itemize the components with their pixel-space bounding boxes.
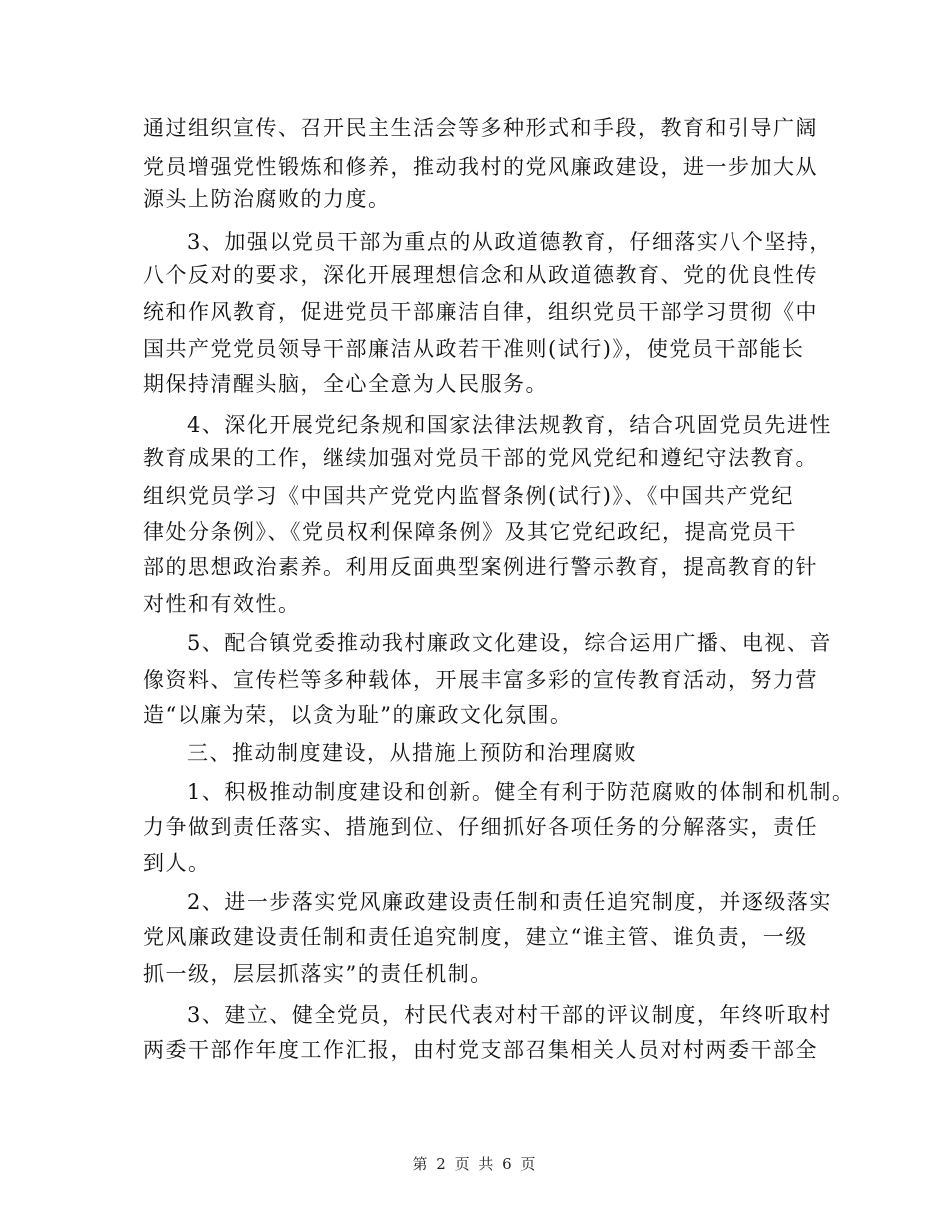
body-text-line: 5、配合镇党委推动我村廉政文化建设，综合运用广播、电视、音 [187,631,832,655]
body-text-line: 力争做到责任落实、措施到位、仔细抓好各项任务的分解落实，责任 [143,815,818,839]
body-text-line: 源头上防治腐败的力度。 [143,187,391,211]
body-text-line: 八个反对的要求，深化开展理想信念和从政道德教育、党的优良性传 [143,263,818,287]
body-text-line: 律处分条例》、《党员权利保障条例》及其它党纪政纪，提高党员干 [143,520,797,544]
body-text-line: 抓一级，层层抓落实”的责任机制。 [143,962,493,986]
body-text-line: 4、深化开展党纪条规和国家法律法规教育，结合巩固党员先进性 [187,413,832,437]
body-text-line: 统和作风教育，促进党员干部廉洁自律，组织党员干部学习贯彻《中 [143,300,818,324]
body-text-line: 造“以廉为荣，以贪为耻”的廉政文化氛围。 [143,703,573,727]
body-text-line: 部的思想政治素养。利用反面典型案例进行警示教育，提高教育的针 [143,555,818,579]
body-text-line: 党风廉政建设责任制和责任追究制度，建立“谁主管、谁负责，一级 [143,925,808,949]
body-text-line: 教育成果的工作，继续加强对党员干部的党风党纪和遵纪守法教育。 [143,446,818,470]
body-text-line: 1、积极推动制度建设和创新。健全有利于防范腐败的体制和机制。 [187,780,855,804]
section-heading: 三、推动制度建设，从措施上预防和治理腐败 [187,741,637,765]
body-text-line: 组织党员学习《中国共产党党内监督条例(试行)》、《中国共产党纪 [143,484,794,508]
body-text-line: 3、建立、健全党员，村民代表对村干部的评议制度，年终听取村 [187,1003,832,1027]
body-text-line: 像资料、宣传栏等多种载体，开展丰富多彩的宣传教育活动，努力营 [143,668,818,692]
body-text-line: 对性和有效性。 [143,592,301,616]
body-text-line: 期保持清醒头脑，全心全意为人民服务。 [143,372,548,396]
body-text-line: 党员增强党性锻炼和修养，推动我村的党风廉政建设，进一步加大从 [143,155,818,179]
body-text-line: 通过组织宣传、召开民主生活会等多种形式和手段，教育和引导广阔 [143,116,818,140]
body-text-line: 3、加强以党员干部为重点的从政道德教育，仔细落实八个坚持， [187,230,832,254]
body-text-line: 到人。 [143,851,211,875]
body-text-line: 两委干部作年度工作汇报，由村党支部召集相关人员对村两委干部全 [143,1038,818,1062]
body-text-line: 国共产党党员领导干部廉洁从政若干准则(试行)》，使党员干部能长 [143,337,805,361]
body-text-line: 2、进一步落实党风廉政建设责任制和责任追究制度，并逐级落实 [187,890,832,914]
page-footer: 第 2 页 共 6 页 [412,1155,538,1173]
